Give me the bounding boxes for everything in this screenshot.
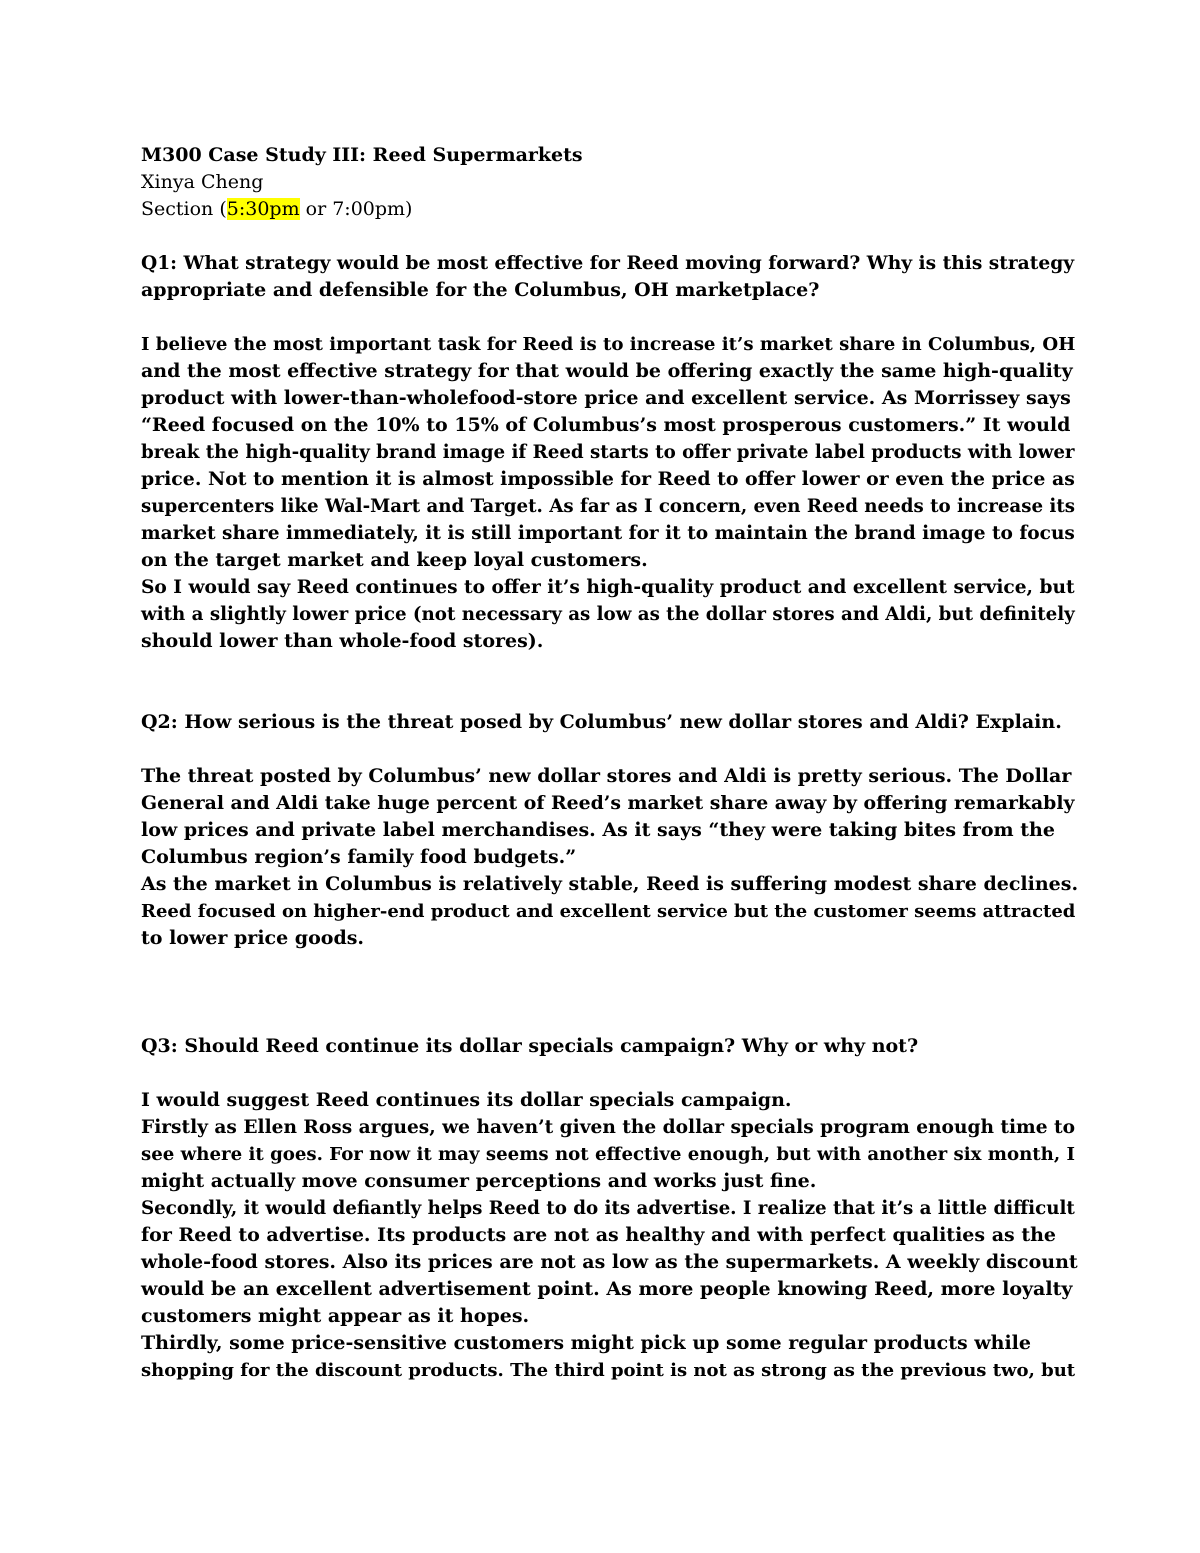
question-line: Q3: Should Reed continue its dollar specials campaign? Why or why not?: [141, 1035, 919, 1057]
answer-line: for Reed to advertise. Its products are not as healthy and with perfect qualities as the: [141, 1224, 1056, 1246]
q1-question: [141, 250, 1080, 304]
question-line: Q2: How serious is the threat posed by Columbus’ new dollar stores and Aldi? Explain.: [141, 711, 1062, 733]
answer-line: General and Aldi take huge percent of Reed’s market share away by offering remarkably: [141, 792, 1075, 814]
answer-line: The threat posted by Columbus’ new dollar stores and Aldi is pretty serious. The Dollar: [141, 765, 1072, 787]
answer-line: As the market in Columbus is relatively stable, Reed is suffering modest share declines.: [141, 873, 1079, 895]
answer-line: low prices and private label merchandises. As it says “they were taking bites from the: [141, 819, 1055, 841]
q1-answer: [141, 331, 1080, 655]
q3-question: [141, 1033, 1080, 1060]
answer-line: to lower price goods.: [141, 927, 365, 949]
answer-line: would be an excellent advertisement point. As more people knowing Reed, more loyalty: [141, 1278, 1073, 1300]
document-title: M300 Case Study III: Reed Supermarkets: [141, 144, 583, 166]
answer-line: Secondly, it would defiantly helps Reed to do its advertise. I realize that it’s a little difficult: [141, 1198, 1075, 1219]
question-line: Q1: What strategy would be most effective for Reed moving forward? Why is this strategy: [141, 252, 1075, 274]
q2-question: [141, 709, 1080, 736]
answer-line: see where it goes. For now it may seems not effective enough, but with another six month, I: [141, 1144, 1076, 1165]
answer-line: market share immediately, it is still important for it to maintain the brand image to focus: [141, 523, 1075, 544]
answer-line: price. Not to mention it is almost impossible for Reed to offer lower or even the price as: [141, 468, 1075, 490]
answer-line: break the high-quality brand image if Reed starts to offer private label products with lower: [141, 442, 1075, 463]
q3-answer: [141, 1087, 1080, 1384]
answer-line: whole-food stores. Also its prices are not as low as the supermarkets. A weekly discount: [141, 1251, 1078, 1273]
answer-line: Firstly as Ellen Ross argues, we haven’t given the dollar specials program enough time to: [141, 1117, 1075, 1138]
highlighted-section-time: 5:30pm: [226, 198, 300, 220]
question-line: appropriate and defensible for the Columbus, OH marketplace?: [141, 279, 820, 301]
answer-line: on the target market and keep loyal customers.: [141, 549, 648, 571]
answer-line: and the most effective strategy for that would be offering exactly the same high-quality: [141, 360, 1073, 382]
answer-line: product with lower-than-wholefood-store price and excellent service. As Morrissey says: [141, 387, 1071, 409]
answer-line: should lower than whole-food stores).: [141, 630, 544, 652]
answer-line: supercenters like Wal-Mart and Target. As far as I concern, even Reed needs to increase its: [141, 496, 1076, 517]
section-suffix: or 7:00pm): [299, 198, 413, 220]
answer-line: customers might appear as it hopes.: [141, 1305, 530, 1327]
answer-line: with a slightly lower price (not necessary as low as the dollar stores and Aldi, but definitely: [141, 604, 1075, 625]
section-line: [141, 196, 1080, 223]
answer-line: might actually move consumer perceptions and works just fine.: [141, 1170, 817, 1192]
answer-line: Columbus region’s family food budgets.”: [141, 846, 577, 868]
answer-line: “Reed focused on the 10% to 15% of Columbus’s most prosperous customers.” It would: [141, 414, 1071, 436]
answer-line: I believe the most important task for Reed is to increase it’s market share in Columbus, OH: [141, 334, 1076, 355]
answer-line: Thirdly, some price-sensitive customers might pick up some regular products while: [141, 1332, 1031, 1354]
answer-line: So I would say Reed continues to offer it’s high-quality product and excellent service, but: [141, 577, 1075, 598]
answer-line: I would suggest Reed continues its dollar specials campaign.: [141, 1089, 792, 1111]
author-name: Xinya Cheng: [141, 171, 264, 193]
answer-line: shopping for the discount products. The third point is not as strong as the previous two, but: [141, 1360, 1076, 1381]
q2-answer: [141, 763, 1080, 952]
answer-line: Reed focused on higher-end product and excellent service but the customer seems attracted: [141, 901, 1076, 922]
section-prefix: Section (: [141, 198, 227, 220]
